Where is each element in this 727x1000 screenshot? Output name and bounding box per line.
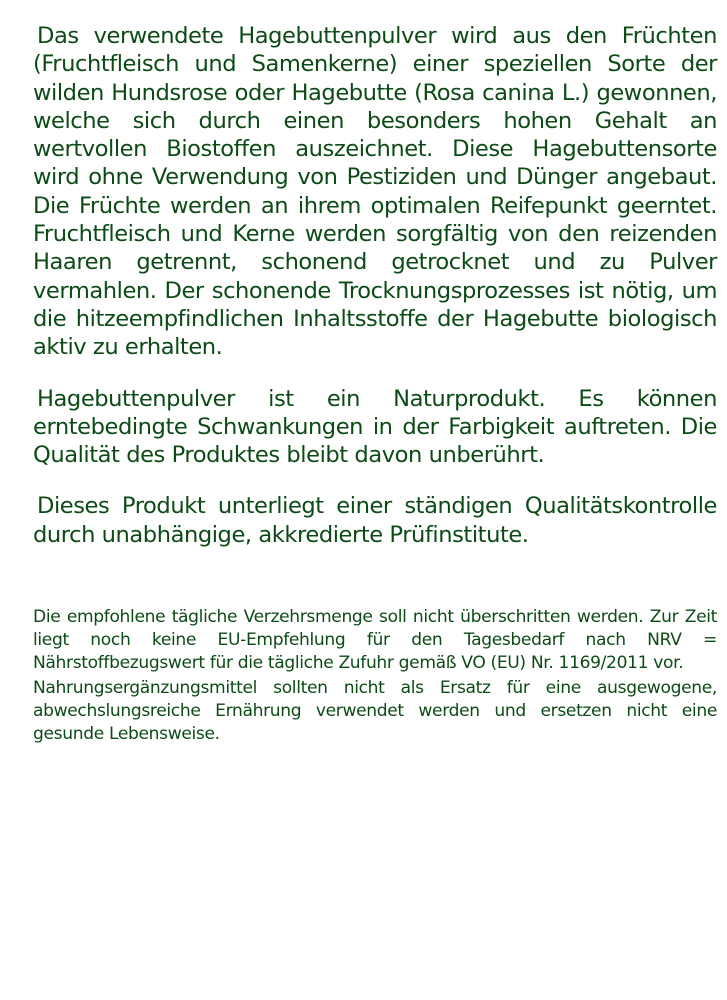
quality-control-paragraph: Dieses Produkt unterliegt einer ständigen Qualitätskontrolle durch unabhängige, akkredierte Prüfinstitute. xyxy=(33,493,717,548)
description-paragraph: Das verwendete Hagebuttenpulver wird aus den Früchten (Fruchtfleisch und Samenkerne) einer speziellen Sorte der wilden Hundsrose oder Hagebutte (Rosa canina L.) gewonnen, welche sich durch einen besonders hohen Gehalt an wertvollen Biostoffen auszeichnet. Diese Hagebuttensorte wird ohne Verwendung von Pestiziden und Dünger angebaut. Die Früchte werden an ihrem optimalen Reifepunkt geerntet. Fruchtfleisch und Kerne werden sorgfältig von den reizenden Haaren getrennt, schonend getrocknet und zu Pulver vermahlen. Der schonende Trocknungsprozesses ist nötig, um die hitzeempfindlichen Inhaltsstoffe der Hagebutte biologisch aktiv zu erhalten. xyxy=(33,23,717,361)
supplement-note: Nahrungsergänzungsmittel sollten nicht als Ersatz für eine ausgewogene, abwechslungsreiche Ernährung verwendet werden und ersetzen nicht eine gesunde Lebensweise. xyxy=(33,678,717,745)
natural-product-paragraph: Hagebuttenpulver ist ein Naturprodukt. Es können erntebedingte Schwankungen in der Farbigkeit auftreten. Die Qualität des Produktes bleibt davon unberührt. xyxy=(33,385,717,469)
legal-notes xyxy=(33,606,717,746)
dosage-note: Die empfohlene tägliche Verzehrsmenge soll nicht überschritten werden. Zur Zeit liegt noch keine EU-Empfehlung für den Tagesbedarf nach NRV = Nährstoffbezugswert für die tägliche Zufuhr gemäß VO (EU) Nr. 1169/2011 vor. xyxy=(33,607,717,674)
product-info-text xyxy=(33,22,717,746)
